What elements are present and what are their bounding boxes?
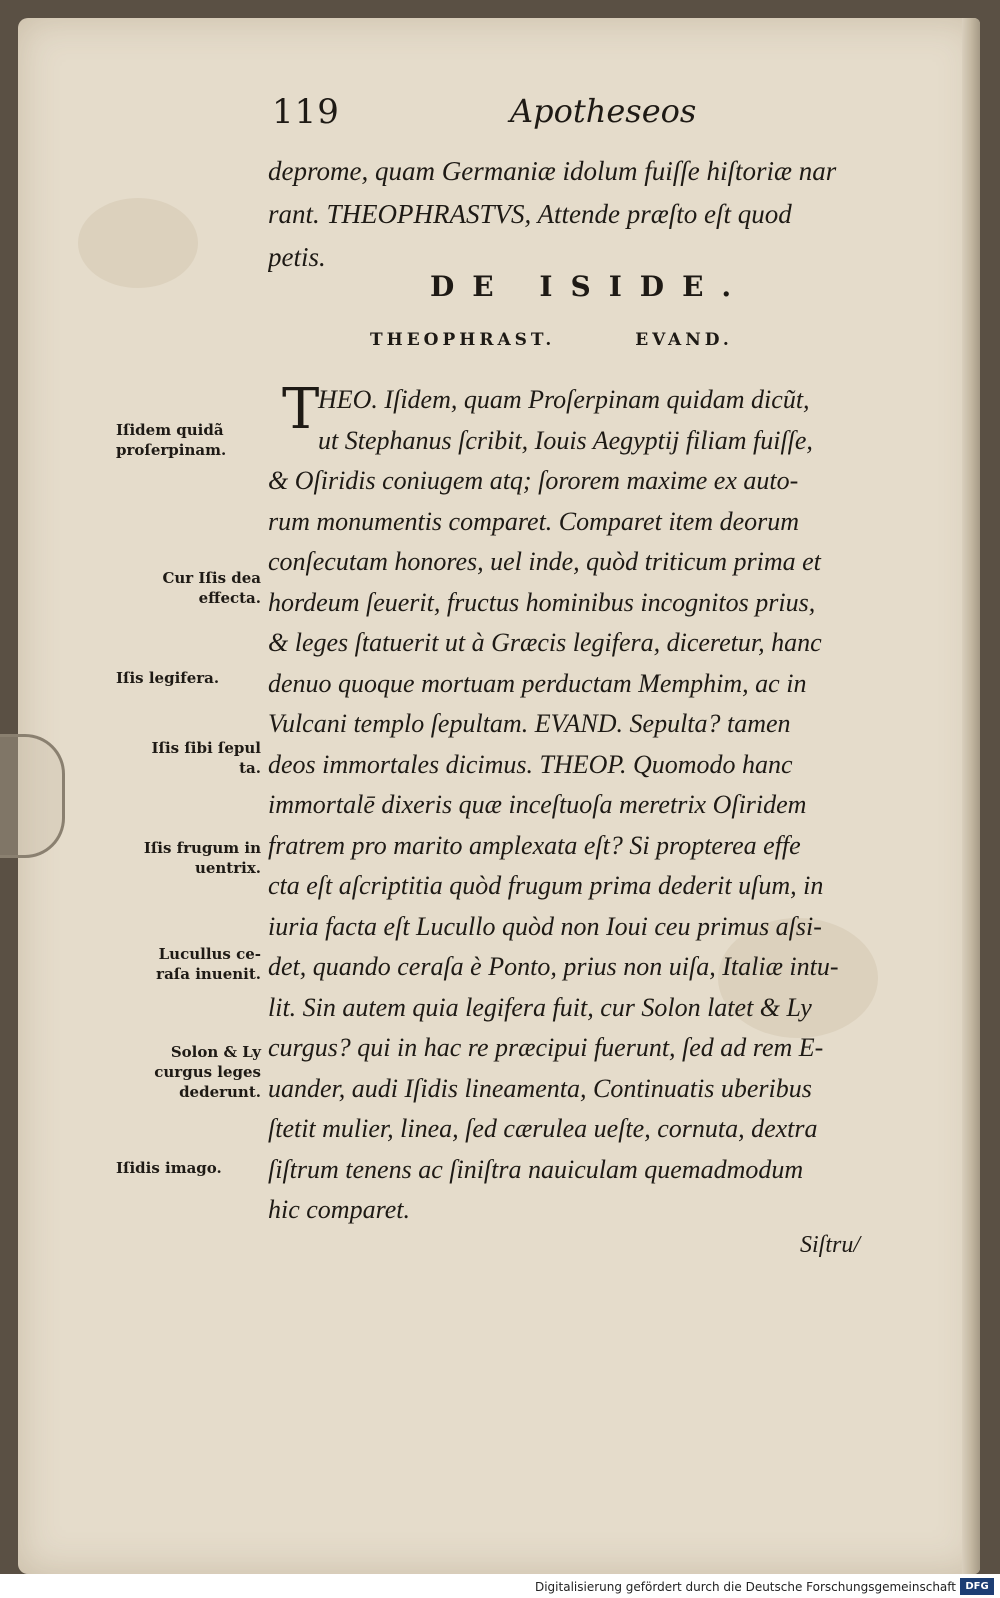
margin-note: [116, 420, 261, 460]
text-line: & Oſiridis coniugem atq; ſororem maxime ex auto-: [268, 466, 799, 495]
text-line: lit. Sin autem quia legifera fuit, cur Solon latet & Ly: [268, 992, 812, 1022]
text-line: denuo quoque mortuam perductam Memphim, ac in: [268, 668, 807, 698]
text-line: hordeum ſeuerit, fructus hominibus incognitos prius,: [268, 587, 816, 617]
text-line: deos immortales dicimus. THEOP. Quomodo hanc: [268, 749, 793, 779]
footer-bar: [0, 1574, 1000, 1598]
margin-note-line: Iſis ſibi ſepul: [151, 739, 261, 757]
margin-note: [116, 568, 261, 608]
page-number: 119: [272, 92, 340, 132]
text-line: curgus? qui in hac re præcipui fuerunt, ſed ad rem E-: [268, 1033, 824, 1062]
margin-note: [116, 668, 261, 688]
margin-note: [116, 944, 261, 984]
margin-note-line: effecta.: [198, 589, 261, 607]
margin-note-line: Iſis frugum in: [143, 839, 261, 857]
dfg-logo: DFG: [960, 1578, 994, 1595]
text-line: iuria facta eſt Lucullo quòd non Ioui ceu primus aſsi-: [268, 911, 822, 941]
text-line: immortalē dixeris quæ inceſtuoſa meretrix Oſiridem: [268, 790, 807, 819]
section-title: DE ISIDE.: [430, 270, 750, 303]
paper-stain: [78, 198, 198, 288]
margin-note-line: Iſidis imago.: [116, 1159, 222, 1177]
text-line: conſecutam honores, uel inde, quòd triticum prima et: [268, 547, 821, 576]
text-line: cta eſt aſcriptitia quòd frugum prima dederit uſum, in: [268, 871, 824, 900]
page-header: [262, 92, 712, 136]
text-line: HEO. Iſidem, quam Proſerpinam quidam dicũt,: [318, 385, 810, 414]
text-line: det, quando ceraſa è Ponto, prius non uiſa, Italiæ intu-: [268, 952, 839, 981]
speaker-heading: [370, 330, 830, 350]
text-line: Vulcani templo ſepultam. EVAND. Sepulta? tamen: [268, 709, 791, 738]
margin-note: [116, 1042, 261, 1102]
book-clasp: [0, 734, 65, 858]
drop-cap: T: [282, 377, 320, 442]
main-paragraph: [268, 377, 908, 1231]
margin-note-line: Iſis legifera.: [116, 669, 220, 687]
margin-note-line: Solon & Ly: [170, 1043, 261, 1061]
speaker-theophrastus: THEOPHRAST.: [370, 330, 556, 350]
text-line: deprome, quam Germaniæ idolum fuiſſe hiſtoriæ nar: [268, 156, 837, 186]
text-line: fratrem pro marito amplexata eſt? Si propterea effe: [268, 830, 801, 860]
margin-note-line: dederunt.: [179, 1083, 261, 1101]
margin-note-line: uentrix.: [194, 859, 261, 877]
margin-note-line: Cur Iſis dea: [162, 569, 261, 587]
catchword: Siſtru/: [800, 1232, 861, 1258]
margin-note-line: Lucullus ce-: [158, 945, 261, 963]
text-line: rum monumentis comparet. Comparet item deorum: [268, 506, 800, 536]
intro-paragraph: [268, 150, 908, 279]
margin-note-line: curgus leges: [154, 1063, 261, 1081]
text-line: & leges ſtatuerit ut à Græcis legifera, diceretur, hanc: [268, 628, 822, 657]
margin-note: [116, 738, 261, 778]
funding-credit: Digitalisierung gefördert durch die Deutsche Forschungsgemeinschaft: [534, 1580, 956, 1594]
margin-note-line: proſerpinam.: [116, 441, 227, 459]
margin-note: [116, 1158, 261, 1178]
text-line: petis.: [268, 242, 326, 272]
running-head: Apotheseos: [510, 92, 697, 130]
speaker-evander: EVAND.: [635, 330, 733, 350]
text-line: uander, audi Iſidis lineamenta, Continuatis uberibus: [268, 1073, 812, 1103]
margin-note-line: ta.: [239, 759, 261, 777]
text-line: hic comparet.: [268, 1195, 410, 1224]
text-line: ut Stephanus ſcribit, Iouis Aegyptij filiam fuiſſe,: [318, 425, 813, 455]
margin-note-line: raſa inuenit.: [156, 965, 261, 983]
margin-note: [116, 838, 261, 878]
text-line: rant. THEOPHRASTVS, Attende præſto eſt quod: [268, 199, 792, 229]
page-edge: [962, 18, 980, 1574]
text-line: ſiſtrum tenens ac ſiniſtra nauiculam quemadmodum: [268, 1154, 804, 1184]
text-line: ſtetit mulier, linea, ſed cærulea ueſte, cornuta, dextra: [268, 1114, 818, 1143]
margin-note-line: Iſidem quidã: [116, 421, 224, 439]
